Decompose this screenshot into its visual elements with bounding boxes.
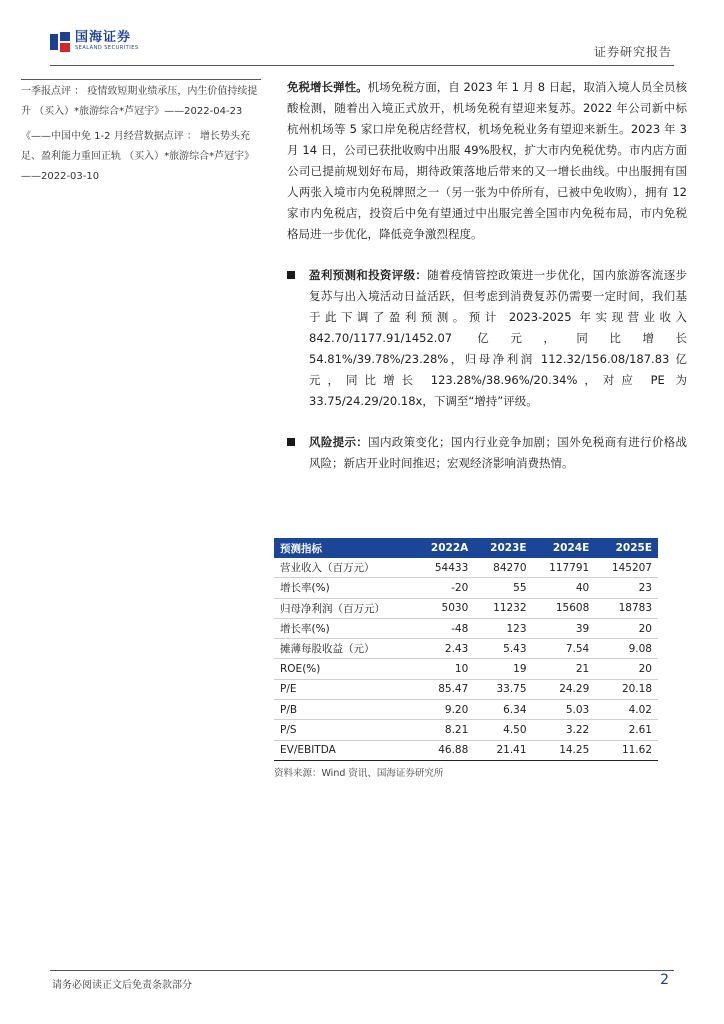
paragraph-heading: 风险提示： bbox=[309, 435, 369, 449]
table-cell: 11232 bbox=[474, 598, 532, 618]
table-row-label: EV/EBITDA bbox=[274, 740, 415, 760]
table-cell: 33.75 bbox=[474, 679, 532, 699]
table-cell: 85.47 bbox=[415, 679, 474, 699]
table-row bbox=[274, 700, 658, 720]
table-cell: 40 bbox=[533, 578, 596, 598]
table-row bbox=[274, 740, 658, 760]
table-cell: 4.02 bbox=[595, 700, 658, 720]
table-source-note: 资料来源：Wind 资讯、国海证券研究所 bbox=[274, 767, 444, 779]
table-row-label: 摊薄每股收益（元） bbox=[274, 639, 415, 659]
table-row-label: ROE(%) bbox=[274, 659, 415, 679]
paragraph-text: 机场免税方面，自 2023 年 1 月 8 日起，取消入境人员全员核酸检测，随着出入境正式放开，机场免税有望迎来复苏。2022 年公司新中标杭州机场等 5 家口岸免税店经营权，机场免税业务有望迎来新生。2023 年 3 月 14 日，公司已获批收购中出服 49%股权，扩大市内免税优势。市内店方面公司已提前规划好布局，期待政策落地后带来的又一增长曲线。中出服拥有国人两张入境市内免税牌照之一（另一张为中侨所有，已被中免收购），拥有 12 家市内免税店，投资后中免有望通过中出服完善全国市内免税布局，市内免税格局进一步优化，降低竞争激烈程度。 bbox=[287, 80, 687, 241]
table-cell: 24.29 bbox=[533, 679, 596, 699]
paragraph-heading: 免税增长弹性。 bbox=[287, 80, 368, 94]
table-row-label: P/S bbox=[274, 720, 415, 740]
table-cell: 15608 bbox=[533, 598, 596, 618]
footer-divider bbox=[50, 970, 674, 971]
table-cell: 23 bbox=[595, 578, 658, 598]
table-row-label: 增长率(%) bbox=[274, 618, 415, 638]
table-cell: 7.54 bbox=[533, 639, 596, 659]
table-row bbox=[274, 598, 658, 618]
table-header-cell: 2023E bbox=[474, 538, 532, 558]
bullet-square-icon bbox=[287, 438, 295, 446]
table-cell: 8.21 bbox=[415, 720, 474, 740]
bullet-profit-forecast bbox=[287, 265, 687, 412]
table-row-label: 增长率(%) bbox=[274, 578, 415, 598]
table-cell: 20 bbox=[595, 618, 658, 638]
table-cell: -20 bbox=[415, 578, 474, 598]
forecast-table bbox=[274, 538, 658, 761]
table-row bbox=[274, 578, 658, 598]
page-number: 2 bbox=[660, 972, 669, 988]
table-header-cell: 2022A bbox=[415, 538, 474, 558]
table-row bbox=[274, 679, 658, 699]
bullet-square-icon bbox=[287, 271, 295, 279]
table-cell: 10 bbox=[415, 659, 474, 679]
table-cell: 46.88 bbox=[415, 740, 474, 760]
table-cell: 20.18 bbox=[595, 679, 658, 699]
table-cell: 9.20 bbox=[415, 700, 474, 720]
bullet-risk-warning bbox=[287, 432, 687, 474]
table-cell: 5030 bbox=[415, 598, 474, 618]
brand-name-cn: 国海证券 bbox=[75, 30, 132, 45]
table-cell: 20 bbox=[595, 659, 658, 679]
main-body bbox=[287, 77, 687, 474]
logo-mark-icon bbox=[50, 32, 70, 52]
table-cell: 2.61 bbox=[595, 720, 658, 740]
related-report-item[interactable]: 一季报点评 ： 疫情致短期业绩承压，内生价值持续提升 （买入）*旅游综合*芦冠宇》——2022-04-23 bbox=[21, 86, 258, 117]
table-row-label: 营业收入（百万元） bbox=[274, 558, 415, 578]
table-row bbox=[274, 659, 658, 679]
table-cell: 14.25 bbox=[533, 740, 596, 760]
table-cell: 6.34 bbox=[474, 700, 532, 720]
paragraph-duty-free bbox=[287, 77, 687, 245]
brand-logo bbox=[50, 31, 139, 52]
table-cell: -48 bbox=[415, 618, 474, 638]
brand-name-en: SEALAND SECURITIES bbox=[75, 45, 139, 51]
table-cell: 18783 bbox=[595, 598, 658, 618]
table-header-cell: 预测指标 bbox=[274, 538, 415, 558]
header-divider bbox=[50, 65, 674, 66]
paragraph-heading: 盈利预测和投资评级： bbox=[309, 268, 428, 282]
table-row bbox=[274, 558, 658, 578]
table-cell: 117791 bbox=[533, 558, 596, 578]
table-cell: 2.43 bbox=[415, 639, 474, 659]
table-cell: 39 bbox=[533, 618, 596, 638]
table-cell: 5.43 bbox=[474, 639, 532, 659]
paragraph-text: 随着疫情管控政策进一步优化，国内旅游客流逐步复苏与出入境活动日益活跃，但考虑到消费复苏仍需要一定时间，我们基于此下调了盈利预测。预计 2023-2025 年实现营业收入 842.70/1177.91/1452.07 亿元，同比增长 54.81%/39.78%/23.28%，归母净利润 112.32/156.08/187.83 亿元，同比增长 123.28%/38.96%/20.34%，对应 PE 为 33.75/24.29/20.18x，下调至“增持”评级。 bbox=[309, 268, 688, 408]
table-row-label: P/B bbox=[274, 700, 415, 720]
table-cell: 21.41 bbox=[474, 740, 532, 760]
table-cell: 55 bbox=[474, 578, 532, 598]
table-row bbox=[274, 639, 658, 659]
table-cell: 5.03 bbox=[533, 700, 596, 720]
table-cell: 19 bbox=[474, 659, 532, 679]
table-cell: 11.62 bbox=[595, 740, 658, 760]
table-cell: 4.50 bbox=[474, 720, 532, 740]
disclaimer-note: 请务必阅读正文后免责条款部分 bbox=[52, 980, 192, 991]
report-type-title: 证券研究报告 bbox=[593, 45, 672, 59]
table-cell: 54433 bbox=[415, 558, 474, 578]
table-cell: 9.08 bbox=[595, 639, 658, 659]
table-cell: 21 bbox=[533, 659, 596, 679]
table-cell: 123 bbox=[474, 618, 532, 638]
table-row bbox=[274, 720, 658, 740]
table-header-row bbox=[274, 538, 658, 558]
table-row-label: P/E bbox=[274, 679, 415, 699]
table-header-cell: 2024E bbox=[533, 538, 596, 558]
table-row-label: 归母净利润（百万元） bbox=[274, 598, 415, 618]
sidebar-divider bbox=[21, 79, 261, 80]
related-report-item[interactable]: 《——中国中免 1-2 月经营数据点评 ： 增长势头充足、盈利能力重回正轨 （买入）*旅游综合*芦冠宇》——2022-03-10 bbox=[21, 131, 255, 182]
paragraph-text: 国内政策变化；国内行业竞争加剧；国外免税商有进行价格战风险；新店开业时间推迟；宏观经济影响消费热情。 bbox=[309, 435, 688, 470]
table-header-cell: 2025E bbox=[595, 538, 658, 558]
table-cell: 3.22 bbox=[533, 720, 596, 740]
table-cell: 145207 bbox=[595, 558, 658, 578]
related-reports-sidebar bbox=[21, 79, 261, 192]
table-row bbox=[274, 618, 658, 638]
forecast-table-section bbox=[274, 538, 658, 779]
table-cell: 84270 bbox=[474, 558, 532, 578]
